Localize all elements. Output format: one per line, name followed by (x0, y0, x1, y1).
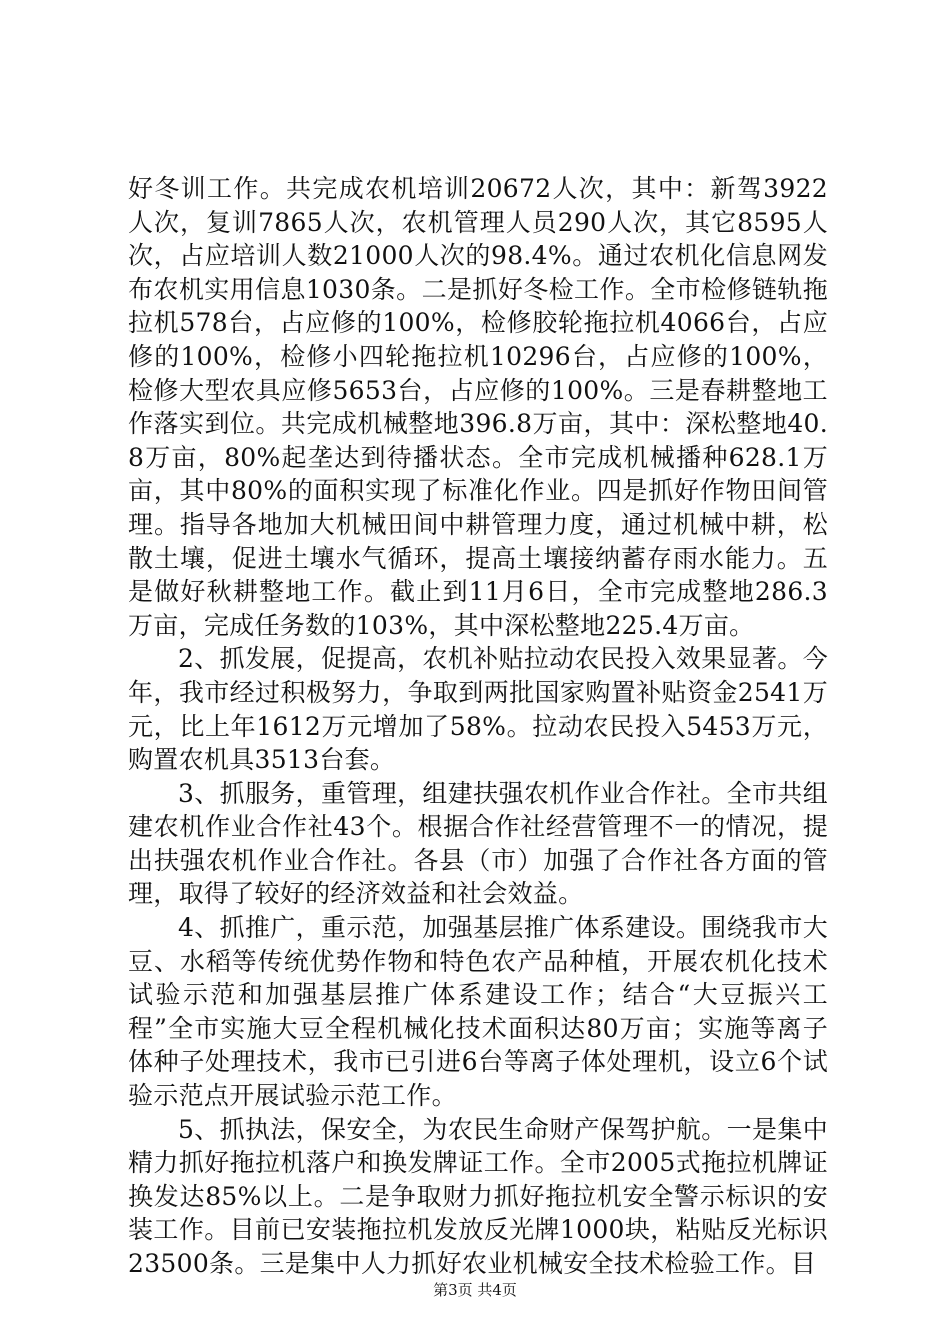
paragraph-item-3: 3、抓服务，重管理，组建扶强农机作业合作社。全市共组建农机作业合作社43个。根据合作社经营管理不一的情况，提出扶强农机作业合作社。各县（市）加强了合作社各方面的管理，取得了较好的经济效益和社会效益。 (128, 778, 828, 909)
page-footer: 第3页 共4页 (433, 1281, 517, 1299)
document-body (128, 172, 828, 1281)
paragraph-item-5: 5、抓执法，保安全，为农民生命财产保驾护航。一是集中精力抓好拖拉机落户和换发牌证工作。全市2005式拖拉机牌证换发达85%以上。二是争取财力抓好拖拉机安全警示标识的安装工作。目前已安装拖拉机发放反光牌1000块，粘贴反光标识23500条。三是集中人力抓好农业机械安全技术检验工作。目 (128, 1114, 828, 1278)
paragraph-continuation: 好冬训工作。共完成农机培训20672人次，其中：新驾3922人次，复训7865人次，农机管理人员290人次，其它8595人次，占应培训人数21000人次的98.4%。通过农机化信息网发布农机实用信息1030条。二是抓好冬检工作。全市检修链轨拖拉机578台，占应修的100%，检修胶轮拖拉机4066台，占应修的100%，检修小四轮拖拉机10296台，占应修的100%，检修大型农具应修5653台，占应修的100%。三是春耕整地工作落实到位。共完成机械整地396.8万亩，其中：深松整地40.8万亩，80%起垄达到待播状态。全市完成机械播种628.1万亩，其中80%的面积实现了标准化作业。四是抓好作物田间管理。指导各地加大机械田间中耕管理力度，通过机械中耕，松散土壤，促进土壤水气循环，提高土壤接纳蓄存雨水能力。五是做好秋耕整地工作。截止到11月6日，全市完成整地286.3万亩，完成任务数的103%，其中深松整地225.4万亩。 (128, 174, 828, 640)
paragraph-item-2: 2、抓发展，促提高，农机补贴拉动农民投入效果显著。今年，我市经过积极努力，争取到两批国家购置补贴资金2541万元，比上年1612万元增加了58%。拉动农民投入5453万元，购置农机具3513台套。 (128, 644, 828, 775)
paragraph-item-4: 4、抓推广，重示范，加强基层推广体系建设。围绕我市大豆、水稻等传统优势作物和特色农产品种植，开展农机化技术试验示范和加强基层推广体系建设工作；结合“大豆振兴工程”全市实施大豆全程机械化技术面积达80万亩；实施等离子体种子处理技术，我市已引进6台等离子体处理机，设立6个试验示范点开展试验示范工作。 (128, 913, 828, 1111)
